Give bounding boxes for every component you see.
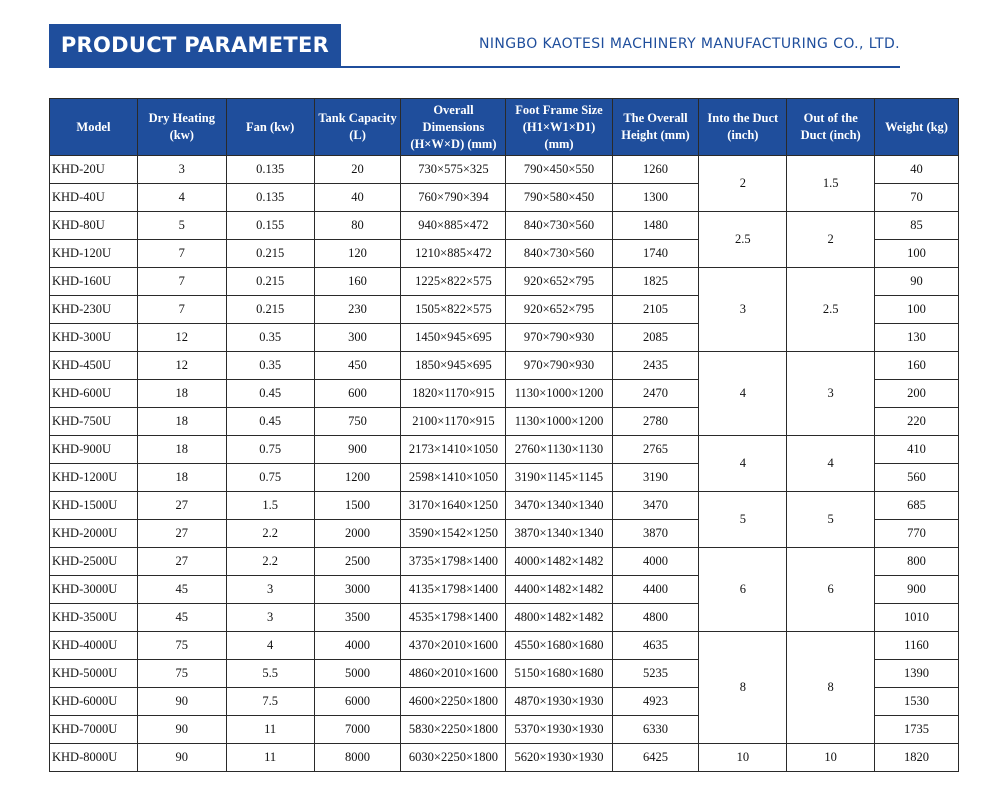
- dry-heating-cell: 27: [137, 520, 226, 548]
- model-cell: KHD-230U: [50, 296, 138, 324]
- tank-capacity-cell: 750: [314, 408, 401, 436]
- out-duct-cell: 2: [787, 212, 875, 268]
- overall-dimensions-cell: 2100×1170×915: [401, 408, 506, 436]
- column-header: Into the Duct (inch): [699, 99, 787, 156]
- column-header: Fan (kw): [226, 99, 314, 156]
- overall-dimensions-cell: 3735×1798×1400: [401, 548, 506, 576]
- tank-capacity-cell: 1500: [314, 492, 401, 520]
- fan-cell: 0.135: [226, 184, 314, 212]
- tank-capacity-cell: 160: [314, 268, 401, 296]
- tank-capacity-cell: 230: [314, 296, 401, 324]
- overall-dimensions-cell: 2173×1410×1050: [401, 436, 506, 464]
- out-duct-cell: 1.5: [787, 156, 875, 212]
- overall-height-cell: 1260: [612, 156, 699, 184]
- weight-cell: 685: [875, 492, 959, 520]
- dry-heating-cell: 18: [137, 408, 226, 436]
- fan-cell: 7.5: [226, 688, 314, 716]
- overall-height-cell: 3870: [612, 520, 699, 548]
- model-cell: KHD-4000U: [50, 632, 138, 660]
- fan-cell: 1.5: [226, 492, 314, 520]
- table-row: [50, 268, 959, 296]
- dry-heating-cell: 75: [137, 632, 226, 660]
- model-cell: KHD-600U: [50, 380, 138, 408]
- overall-height-cell: 2780: [612, 408, 699, 436]
- weight-cell: 1820: [875, 744, 959, 772]
- tank-capacity-cell: 8000: [314, 744, 401, 772]
- weight-cell: 900: [875, 576, 959, 604]
- tank-capacity-cell: 1200: [314, 464, 401, 492]
- overall-height-cell: 1825: [612, 268, 699, 296]
- foot-frame-size-cell: 5370×1930×1930: [506, 716, 612, 744]
- header-divider: [49, 66, 900, 68]
- out-duct-cell: 2.5: [787, 268, 875, 352]
- overall-dimensions-cell: 6030×2250×1800: [401, 744, 506, 772]
- overall-dimensions-cell: 4135×1798×1400: [401, 576, 506, 604]
- tank-capacity-cell: 40: [314, 184, 401, 212]
- fan-cell: 0.45: [226, 380, 314, 408]
- weight-cell: 560: [875, 464, 959, 492]
- fan-cell: 5.5: [226, 660, 314, 688]
- fan-cell: 3: [226, 604, 314, 632]
- column-header: Model: [50, 99, 138, 156]
- out-duct-cell: 8: [787, 632, 875, 744]
- tank-capacity-cell: 3500: [314, 604, 401, 632]
- fan-cell: 0.35: [226, 352, 314, 380]
- overall-dimensions-cell: 2598×1410×1050: [401, 464, 506, 492]
- table-body: [50, 156, 959, 772]
- out-duct-cell: 4: [787, 436, 875, 492]
- foot-frame-size-cell: 2760×1130×1130: [506, 436, 612, 464]
- model-cell: KHD-750U: [50, 408, 138, 436]
- overall-dimensions-cell: 4860×2010×1600: [401, 660, 506, 688]
- model-cell: KHD-80U: [50, 212, 138, 240]
- overall-height-cell: 2435: [612, 352, 699, 380]
- foot-frame-size-cell: 4000×1482×1482: [506, 548, 612, 576]
- fan-cell: 0.45: [226, 408, 314, 436]
- weight-cell: 410: [875, 436, 959, 464]
- into-duct-cell: 6: [699, 548, 787, 632]
- tank-capacity-cell: 6000: [314, 688, 401, 716]
- model-cell: KHD-8000U: [50, 744, 138, 772]
- dry-heating-cell: 5: [137, 212, 226, 240]
- fan-cell: 2.2: [226, 548, 314, 576]
- weight-cell: 85: [875, 212, 959, 240]
- overall-dimensions-cell: 4535×1798×1400: [401, 604, 506, 632]
- dry-heating-cell: 12: [137, 352, 226, 380]
- tank-capacity-cell: 600: [314, 380, 401, 408]
- foot-frame-size-cell: 4800×1482×1482: [506, 604, 612, 632]
- model-cell: KHD-3000U: [50, 576, 138, 604]
- table-row: [50, 632, 959, 660]
- dry-heating-cell: 12: [137, 324, 226, 352]
- fan-cell: 0.135: [226, 156, 314, 184]
- fan-cell: 11: [226, 744, 314, 772]
- model-cell: KHD-5000U: [50, 660, 138, 688]
- column-header: Out of the Duct (inch): [787, 99, 875, 156]
- out-duct-cell: 10: [787, 744, 875, 772]
- tank-capacity-cell: 5000: [314, 660, 401, 688]
- dry-heating-cell: 18: [137, 436, 226, 464]
- dry-heating-cell: 75: [137, 660, 226, 688]
- model-cell: KHD-2000U: [50, 520, 138, 548]
- overall-dimensions-cell: 3590×1542×1250: [401, 520, 506, 548]
- weight-cell: 200: [875, 380, 959, 408]
- column-header: Foot Frame Size (H1×W1×D1) (mm): [506, 99, 612, 156]
- weight-cell: 100: [875, 240, 959, 268]
- dry-heating-cell: 45: [137, 604, 226, 632]
- foot-frame-size-cell: 790×580×450: [506, 184, 612, 212]
- overall-dimensions-cell: 1210×885×472: [401, 240, 506, 268]
- overall-height-cell: 4800: [612, 604, 699, 632]
- overall-height-cell: 1740: [612, 240, 699, 268]
- model-cell: KHD-120U: [50, 240, 138, 268]
- weight-cell: 1390: [875, 660, 959, 688]
- foot-frame-size-cell: 920×652×795: [506, 268, 612, 296]
- overall-height-cell: 4400: [612, 576, 699, 604]
- tank-capacity-cell: 900: [314, 436, 401, 464]
- tank-capacity-cell: 2500: [314, 548, 401, 576]
- fan-cell: 0.75: [226, 436, 314, 464]
- tank-capacity-cell: 3000: [314, 576, 401, 604]
- model-cell: KHD-1500U: [50, 492, 138, 520]
- overall-dimensions-cell: 940×885×472: [401, 212, 506, 240]
- out-duct-cell: 6: [787, 548, 875, 632]
- dry-heating-cell: 7: [137, 268, 226, 296]
- foot-frame-size-cell: 5150×1680×1680: [506, 660, 612, 688]
- foot-frame-size-cell: 3870×1340×1340: [506, 520, 612, 548]
- weight-cell: 800: [875, 548, 959, 576]
- tank-capacity-cell: 7000: [314, 716, 401, 744]
- foot-frame-size-cell: 970×790×930: [506, 324, 612, 352]
- fan-cell: 0.75: [226, 464, 314, 492]
- column-header: The Overall Height (mm): [612, 99, 699, 156]
- dry-heating-cell: 3: [137, 156, 226, 184]
- overall-dimensions-cell: 1505×822×575: [401, 296, 506, 324]
- weight-cell: 770: [875, 520, 959, 548]
- model-cell: KHD-40U: [50, 184, 138, 212]
- page-title: PRODUCT PARAMETER: [49, 24, 341, 67]
- foot-frame-size-cell: 1130×1000×1200: [506, 380, 612, 408]
- foot-frame-size-cell: 970×790×930: [506, 352, 612, 380]
- table-row: [50, 548, 959, 576]
- weight-cell: 90: [875, 268, 959, 296]
- foot-frame-size-cell: 920×652×795: [506, 296, 612, 324]
- fan-cell: 2.2: [226, 520, 314, 548]
- dry-heating-cell: 7: [137, 296, 226, 324]
- into-duct-cell: 10: [699, 744, 787, 772]
- weight-cell: 160: [875, 352, 959, 380]
- dry-heating-cell: 4: [137, 184, 226, 212]
- dry-heating-cell: 45: [137, 576, 226, 604]
- weight-cell: 1735: [875, 716, 959, 744]
- into-duct-cell: 5: [699, 492, 787, 548]
- overall-height-cell: 1480: [612, 212, 699, 240]
- overall-dimensions-cell: 5830×2250×1800: [401, 716, 506, 744]
- fan-cell: 0.215: [226, 296, 314, 324]
- weight-cell: 220: [875, 408, 959, 436]
- overall-height-cell: 4635: [612, 632, 699, 660]
- model-cell: KHD-3500U: [50, 604, 138, 632]
- model-cell: KHD-160U: [50, 268, 138, 296]
- model-cell: KHD-450U: [50, 352, 138, 380]
- overall-dimensions-cell: 1820×1170×915: [401, 380, 506, 408]
- out-duct-cell: 3: [787, 352, 875, 436]
- overall-height-cell: 5235: [612, 660, 699, 688]
- model-cell: KHD-6000U: [50, 688, 138, 716]
- overall-height-cell: 6425: [612, 744, 699, 772]
- overall-dimensions-cell: 3170×1640×1250: [401, 492, 506, 520]
- table-row: [50, 212, 959, 240]
- overall-height-cell: 4000: [612, 548, 699, 576]
- table-row: [50, 436, 959, 464]
- foot-frame-size-cell: 3190×1145×1145: [506, 464, 612, 492]
- weight-cell: 70: [875, 184, 959, 212]
- weight-cell: 40: [875, 156, 959, 184]
- foot-frame-size-cell: 790×450×550: [506, 156, 612, 184]
- into-duct-cell: 3: [699, 268, 787, 352]
- overall-dimensions-cell: 1450×945×695: [401, 324, 506, 352]
- overall-height-cell: 2105: [612, 296, 699, 324]
- foot-frame-size-cell: 5620×1930×1930: [506, 744, 612, 772]
- tank-capacity-cell: 80: [314, 212, 401, 240]
- model-cell: KHD-1200U: [50, 464, 138, 492]
- overall-height-cell: 2765: [612, 436, 699, 464]
- company-name: NINGBO KAOTESI MACHINERY MANUFACTURING CO., LTD.: [478, 36, 900, 52]
- overall-dimensions-cell: 4370×2010×1600: [401, 632, 506, 660]
- table-row: [50, 156, 959, 184]
- overall-dimensions-cell: 1850×945×695: [401, 352, 506, 380]
- foot-frame-size-cell: 4550×1680×1680: [506, 632, 612, 660]
- column-header: Overall Dimensions (H×W×D) (mm): [401, 99, 506, 156]
- table-header-row: [50, 99, 959, 156]
- fan-cell: 0.215: [226, 268, 314, 296]
- fan-cell: 0.215: [226, 240, 314, 268]
- foot-frame-size-cell: 1130×1000×1200: [506, 408, 612, 436]
- dry-heating-cell: 90: [137, 688, 226, 716]
- tank-capacity-cell: 2000: [314, 520, 401, 548]
- column-header: Weight (kg): [875, 99, 959, 156]
- overall-dimensions-cell: 760×790×394: [401, 184, 506, 212]
- dry-heating-cell: 18: [137, 380, 226, 408]
- foot-frame-size-cell: 4400×1482×1482: [506, 576, 612, 604]
- fan-cell: 0.35: [226, 324, 314, 352]
- tank-capacity-cell: 120: [314, 240, 401, 268]
- overall-dimensions-cell: 730×575×325: [401, 156, 506, 184]
- model-cell: KHD-900U: [50, 436, 138, 464]
- table-row: [50, 352, 959, 380]
- weight-cell: 1010: [875, 604, 959, 632]
- fan-cell: 3: [226, 576, 314, 604]
- into-duct-cell: 2: [699, 156, 787, 212]
- overall-height-cell: 1300: [612, 184, 699, 212]
- model-cell: KHD-300U: [50, 324, 138, 352]
- overall-dimensions-cell: 1225×822×575: [401, 268, 506, 296]
- fan-cell: 11: [226, 716, 314, 744]
- dry-heating-cell: 7: [137, 240, 226, 268]
- table-row: [50, 492, 959, 520]
- foot-frame-size-cell: 4870×1930×1930: [506, 688, 612, 716]
- model-cell: KHD-7000U: [50, 716, 138, 744]
- tank-capacity-cell: 300: [314, 324, 401, 352]
- overall-height-cell: 2085: [612, 324, 699, 352]
- dry-heating-cell: 27: [137, 548, 226, 576]
- dry-heating-cell: 18: [137, 464, 226, 492]
- overall-height-cell: 6330: [612, 716, 699, 744]
- overall-height-cell: 3470: [612, 492, 699, 520]
- into-duct-cell: 8: [699, 632, 787, 744]
- out-duct-cell: 5: [787, 492, 875, 548]
- overall-height-cell: 3190: [612, 464, 699, 492]
- fan-cell: 0.155: [226, 212, 314, 240]
- product-parameter-table: [49, 98, 959, 772]
- dry-heating-cell: 90: [137, 716, 226, 744]
- column-header: Dry Heating (kw): [137, 99, 226, 156]
- overall-height-cell: 4923: [612, 688, 699, 716]
- model-cell: KHD-20U: [50, 156, 138, 184]
- foot-frame-size-cell: 840×730×560: [506, 240, 612, 268]
- foot-frame-size-cell: 3470×1340×1340: [506, 492, 612, 520]
- weight-cell: 1160: [875, 632, 959, 660]
- dry-heating-cell: 90: [137, 744, 226, 772]
- table-row: [50, 744, 959, 772]
- tank-capacity-cell: 450: [314, 352, 401, 380]
- weight-cell: 130: [875, 324, 959, 352]
- overall-height-cell: 2470: [612, 380, 699, 408]
- foot-frame-size-cell: 840×730×560: [506, 212, 612, 240]
- weight-cell: 100: [875, 296, 959, 324]
- into-duct-cell: 4: [699, 436, 787, 492]
- tank-capacity-cell: 20: [314, 156, 401, 184]
- tank-capacity-cell: 4000: [314, 632, 401, 660]
- model-cell: KHD-2500U: [50, 548, 138, 576]
- into-duct-cell: 2.5: [699, 212, 787, 268]
- into-duct-cell: 4: [699, 352, 787, 436]
- weight-cell: 1530: [875, 688, 959, 716]
- overall-dimensions-cell: 4600×2250×1800: [401, 688, 506, 716]
- fan-cell: 4: [226, 632, 314, 660]
- column-header: Tank Capacity (L): [314, 99, 401, 156]
- dry-heating-cell: 27: [137, 492, 226, 520]
